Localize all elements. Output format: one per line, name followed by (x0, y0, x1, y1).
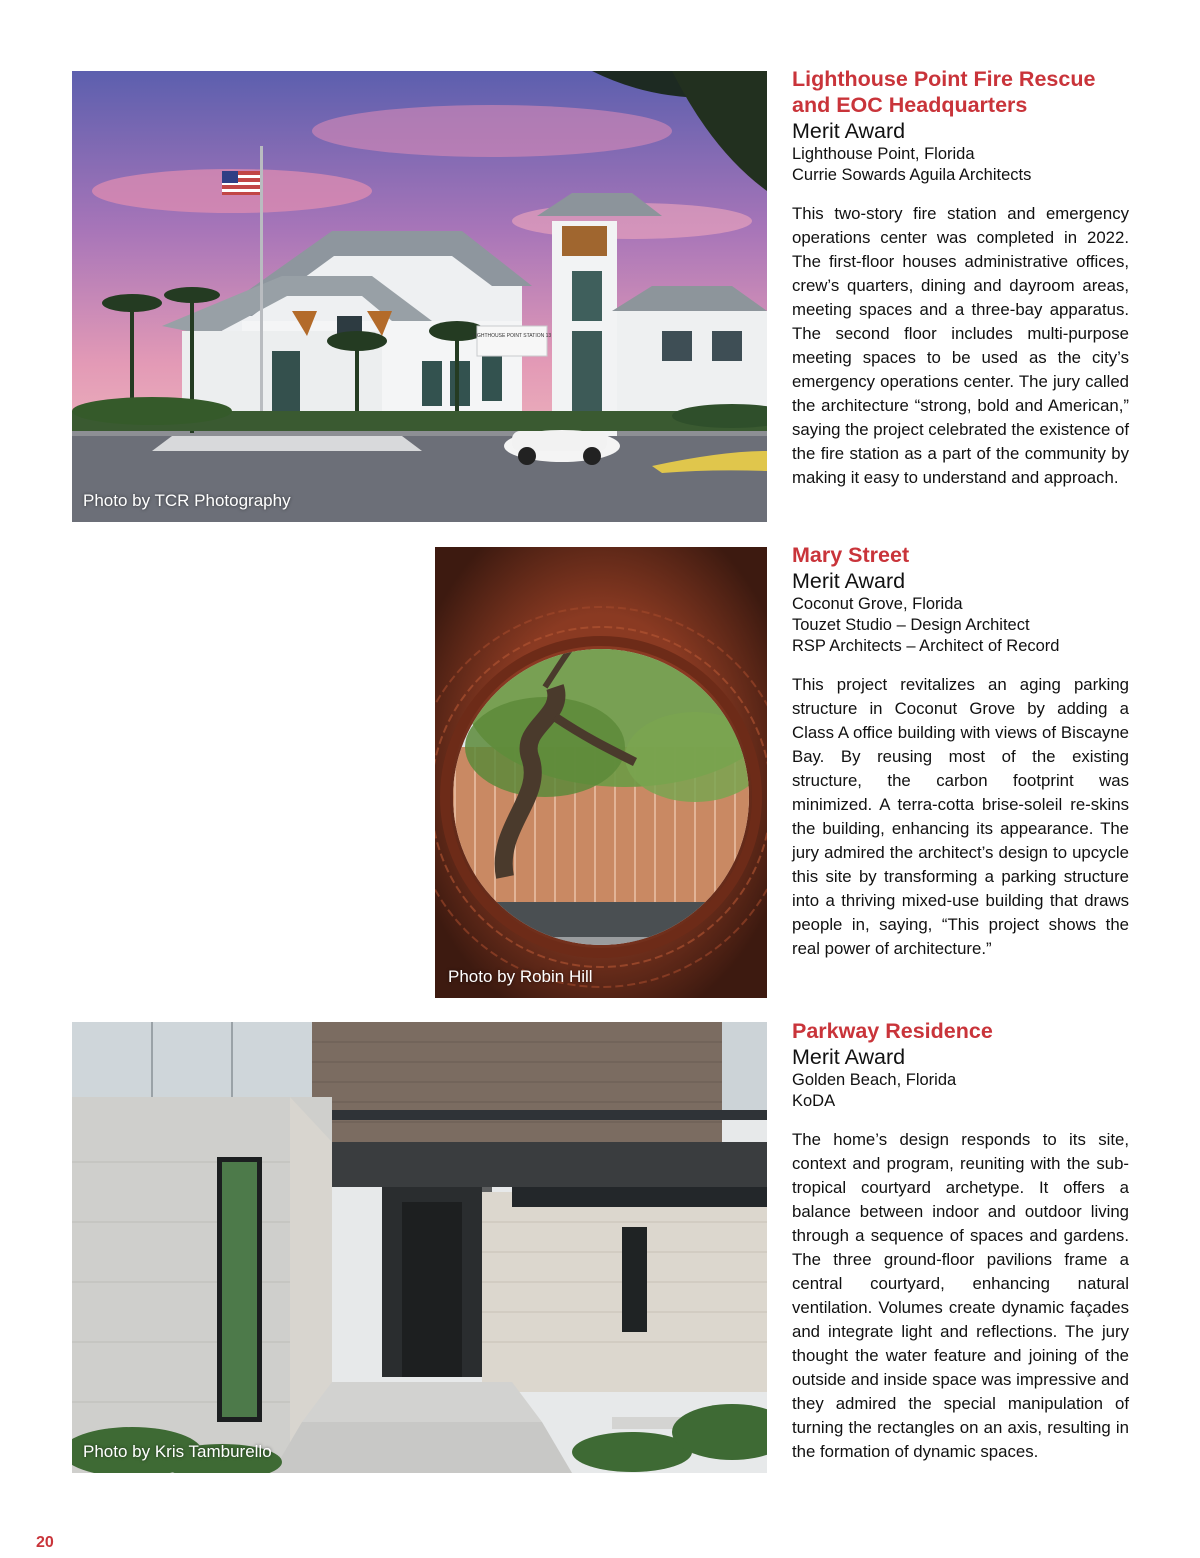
parkway-residence-illustration (72, 1022, 767, 1473)
title-line: and EOC Headquarters (792, 93, 1028, 117)
parkway-residence-photo (72, 1022, 767, 1473)
award-label: Merit Award (792, 1045, 906, 1069)
project-description: This two-story fire station and emergency operations center was completed in 2022. The first-floor houses administrative offices, crew’s quarters, dining and dayroom areas, meeting spaces and a three-bay apparatus. The second floor includes multi-purpose meeting spaces to be used as the city’s emergency operations center. The jury called the architecture “strong, bold and American,” saying the project celebrated the existence of the fire station as a part of the community by making it easy to understand and approach. (792, 204, 1129, 487)
title-line: Parkway Residence (792, 1019, 993, 1043)
project-block-parkway-residence (792, 1018, 1129, 1464)
project-block-mary-street (792, 542, 1129, 961)
project-meta (792, 594, 1129, 657)
title-line: Lighthouse Point Fire Rescue (792, 67, 1096, 91)
photo-credit: Photo by Kris Tamburello (83, 1442, 272, 1461)
project-title (792, 66, 1129, 118)
title-line: Mary Street (792, 543, 910, 567)
location: Golden Beach, Florida (792, 1071, 957, 1089)
design-architect: Touzet Studio – Design Architect (792, 616, 1030, 634)
photo-credit: Photo by TCR Photography (83, 491, 291, 510)
architect-of-record: RSP Architects – Architect of Record (792, 637, 1060, 655)
fire-station-photo (72, 71, 767, 522)
fire-station-illustration (72, 71, 767, 522)
award-label: Merit Award (792, 119, 906, 143)
building-sign: LIGHTHOUSE POINT STATION 13 (472, 333, 552, 339)
project-description: The home’s design responds to its site, context and program, reuniting with the sub-tropical courtyard archetype. It offers a balance between indoor and outdoor living through a sequence of spaces and gardens. The three ground-floor pavilions frame a central courtyard, enhancing natural ventilation. Volumes create dynamic façades and integrate light and reflections. The jury thought the water feature and joining of the outside and inside space was impressive and they admired the special manipulation of turning the rectangles on an axis, resulting in the formation of dynamic spaces. (792, 1130, 1129, 1461)
mary-street-photo (435, 547, 767, 998)
architect: KoDA (792, 1092, 836, 1110)
project-title (792, 1018, 1129, 1044)
location: Lighthouse Point, Florida (792, 145, 975, 163)
project-meta (792, 144, 1129, 186)
project-meta (792, 1070, 1129, 1112)
project-description: This project revitalizes an aging parking structure in Coconut Grove by adding a Class A office building with views of Biscayne Bay. By reusing most of the existing structure, the carbon footprint was minimized. A terra-cotta brise-soleil re-skins the building, enhancing its appearance. The jury admired the architect’s design to upcycle this site by transforming a parking structure into a thriving mixed-use building that draws people in, saying, “This project shows the real power of architecture.” (792, 675, 1129, 958)
project-block-lighthouse-point (792, 66, 1129, 490)
architect: Currie Sowards Aguila Architects (792, 166, 1032, 184)
project-title (792, 542, 1129, 568)
photo-credit: Photo by Robin Hill (448, 967, 593, 986)
location: Coconut Grove, Florida (792, 595, 963, 613)
mary-street-illustration (435, 547, 767, 998)
page-number: 20 (36, 1534, 54, 1551)
award-label: Merit Award (792, 569, 906, 593)
